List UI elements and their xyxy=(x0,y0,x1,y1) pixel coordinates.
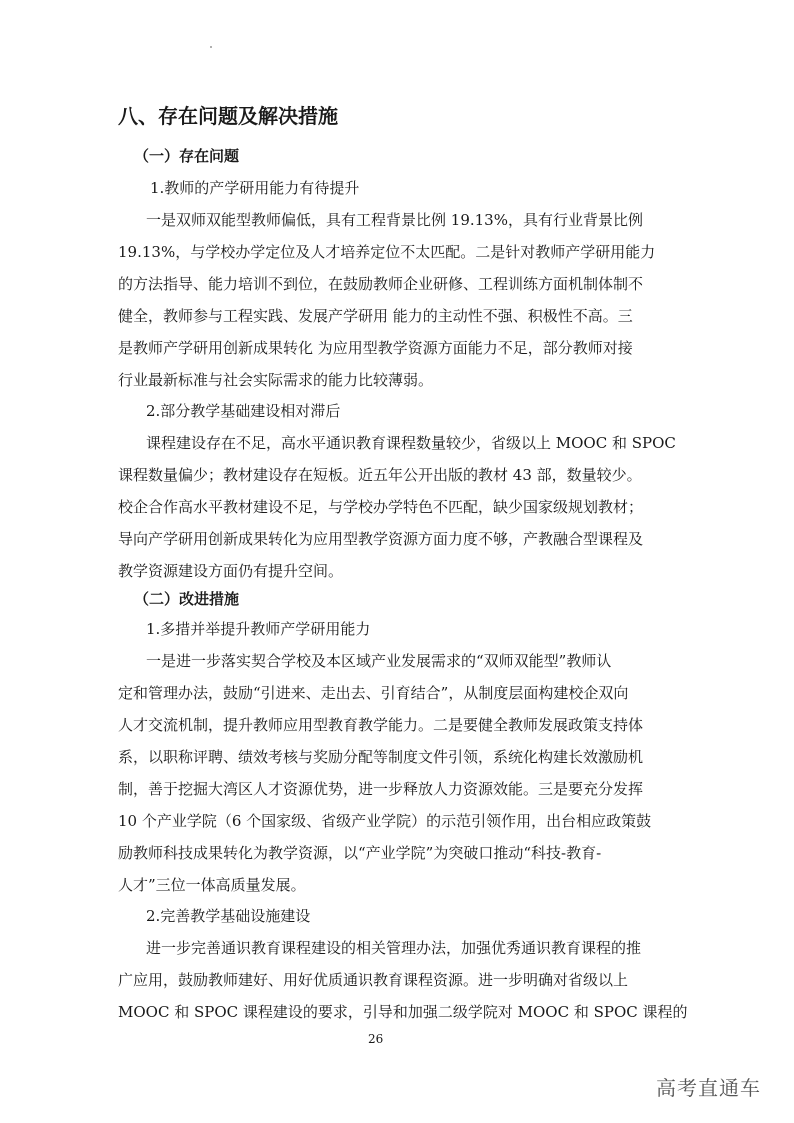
paragraph-line: 导向产学研用创新成果转化为应用型教学资源方面力度不够，产教融合型课程及 xyxy=(118,530,644,548)
section1-title: （一）存在问题 xyxy=(134,147,240,165)
paragraph-line: 19.13%，与学校办学定位及人才培养定位不太匹配。二是针对教师产学研用能力 xyxy=(118,243,656,261)
paragraph-line: 广应用，鼓励教师建好、用好优质通识教育课程资源。进一步明确对省级以上 xyxy=(118,971,629,989)
paragraph-line: 行业最新标准与社会实际需求的能力比较薄弱。 xyxy=(118,371,434,389)
section2-item2-title: 2.完善教学基础设施建设 xyxy=(146,907,311,925)
scan-speck xyxy=(210,46,212,48)
paragraph-line: MOOC 和 SPOC 课程建设的要求，引导和加强二级学院对 MOOC 和 SPOC 课程的 xyxy=(118,1003,688,1021)
section1-item2-title: 2.部分教学基础建设相对滞后 xyxy=(146,402,341,420)
paragraph-line: 人才”三位一体高质量发展。 xyxy=(118,876,306,894)
paragraph-line: 系，以职称评聘、绩效考核与奖励分配等制度文件引领，系统化构建长效激励机 xyxy=(118,748,644,766)
paragraph-line: 是教师产学研用创新成果转化 为应用型教学资源方面能力不足，部分教师对接 xyxy=(118,339,633,357)
section1-item1-title: 1.教师的产学研用能力有待提升 xyxy=(150,179,360,197)
paragraph-line: 教学资源建设方面仍有提升空间。 xyxy=(118,562,344,580)
paragraph-line: 一是双师双能型教师偏低，具有工程背景比例 19.13%，具有行业背景比例 xyxy=(146,211,643,229)
paragraph-line: 课程数量偏少；教材建设存在短板。近五年公开出版的教材 43 部，数量较少。 xyxy=(118,466,642,484)
section2-title: （二）改进措施 xyxy=(134,590,240,608)
paragraph-line: 10 个产业学院（6 个国家级、省级产业学院）的示范引领作用，出台相应政策鼓 xyxy=(118,812,652,830)
paragraph-line: 进一步完善通识教育课程建设的相关管理办法，加强优秀通识教育课程的推 xyxy=(146,939,642,957)
paragraph-line: 定和管理办法，鼓励“引进来、走出去、引育结合”，从制度层面构建校企双向 xyxy=(118,684,629,702)
paragraph-line: 励教师科技成果转化为教学资源，以“产业学院”为突破口推动“科技-教育- xyxy=(118,844,602,862)
page-number: 26 xyxy=(368,1032,384,1046)
paragraph-line: 的方法指导、能力培训不到位，在鼓励教师企业研修、工程训练方面机制体制不 xyxy=(118,275,644,293)
paragraph-line: 课程建设存在不足，高水平通识教育课程数量较少，省级以上 MOOC 和 SPOC xyxy=(146,434,676,452)
paragraph-line: 一是进一步落实契合学校及本区域产业发展需求的“双师双能型”教师认 xyxy=(146,652,612,670)
section2-item1-title: 1.多措并举提升教师产学研用能力 xyxy=(146,620,371,638)
paragraph-line: 制，善于挖掘大湾区人才资源优势，进一步释放人力资源效能。三是要充分发挥 xyxy=(118,780,644,798)
watermark: 高考直通车 xyxy=(656,1076,761,1100)
paragraph-line: 校企合作高水平教材建设不足，与学校办学特色不匹配，缺少国家级规划教材； xyxy=(118,498,644,516)
paragraph-line: 健全，教师参与工程实践、发展产学研用 能力的主动性不强、积极性不高。三 xyxy=(118,307,633,325)
paragraph-line: 人才交流机制，提升教师应用型教育教学能力。二是要健全教师发展政策支持体 xyxy=(118,716,644,734)
page-heading: 八、存在问题及解决措施 xyxy=(118,104,338,128)
